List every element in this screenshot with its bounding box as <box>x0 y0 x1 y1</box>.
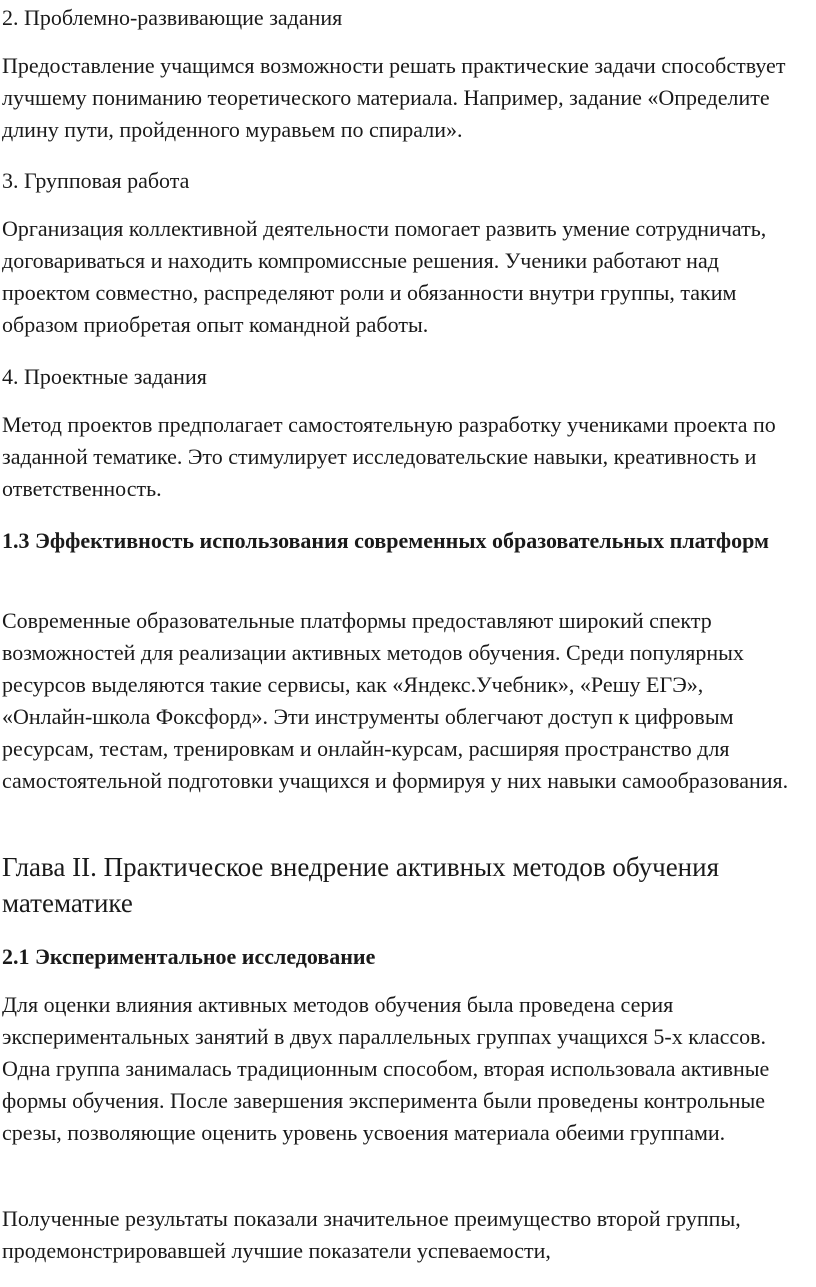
item-3-title: 3. Групповая работа <box>2 168 190 193</box>
section-1-3-heading: 1.3 Эффективность использования современных образовательных платформ <box>2 528 770 553</box>
item-2-paragraph: Предоставление учащимся возможности решать практические задачи способствует лучшему пониманию теоретического материала. Например, задание «Определите длину пути, пройденного муравьем по спирали». <box>2 53 786 142</box>
section-2-1-paragraph: Для оценки влияния активных методов обучения была проведена серия экспериментальных занятий в двух параллельных группах учащихся 5-х классов. Одна группа занималась традиционным способом, вторая использовала активные формы обучения. После завершения эксперимента были проведены контрольные срезы, позволяющие оценить уровень усвоения материала обеими группами. <box>2 992 770 1145</box>
item-4-paragraph: Метод проектов предполагает самостоятельную разработку учениками проекта по заданной тематике. Это стимулирует исследовательские навыки, креативность и ответственность. <box>2 412 776 501</box>
section-1-3-paragraph: Современные образовательные платформы предоставляют широкий спектр возможностей для реализации активных методов обучения. Среди популярных ресурсов выделяются такие сервисы, как «Яндекс.Учебник», «Решу ЕГЭ», «Онлайн-школа Фоксфорд». Эти инструменты облегчают доступ к цифровым ресурсам, тестам, тренировкам и онлайн-курсам, расширяя пространство для самостоятельной подготовки учащихся и формируя у них навыки самообразования. <box>2 608 789 793</box>
item-4-title: 4. Проектные задания <box>2 364 207 389</box>
item-2-title: 2. Проблемно-развивающие задания <box>2 5 343 30</box>
chapter-2-heading: Глава II. Практическое внедрение активных методов обучения математике <box>2 852 719 918</box>
results-paragraph: Полученные результаты показали значительное преимущество второй группы, продемонстрировавшей лучшие показатели успеваемости, <box>2 1206 741 1263</box>
section-2-1-heading: 2.1 Экспериментальное исследование <box>2 944 376 969</box>
item-3-paragraph: Организация коллективной деятельности помогает развить умение сотрудничать, договариваться и находить компромиссные решения. Ученики работают над проектом совместно, распределяют роли и обязанности внутри группы, таким образом приобретая опыт командной работы. <box>2 216 767 337</box>
